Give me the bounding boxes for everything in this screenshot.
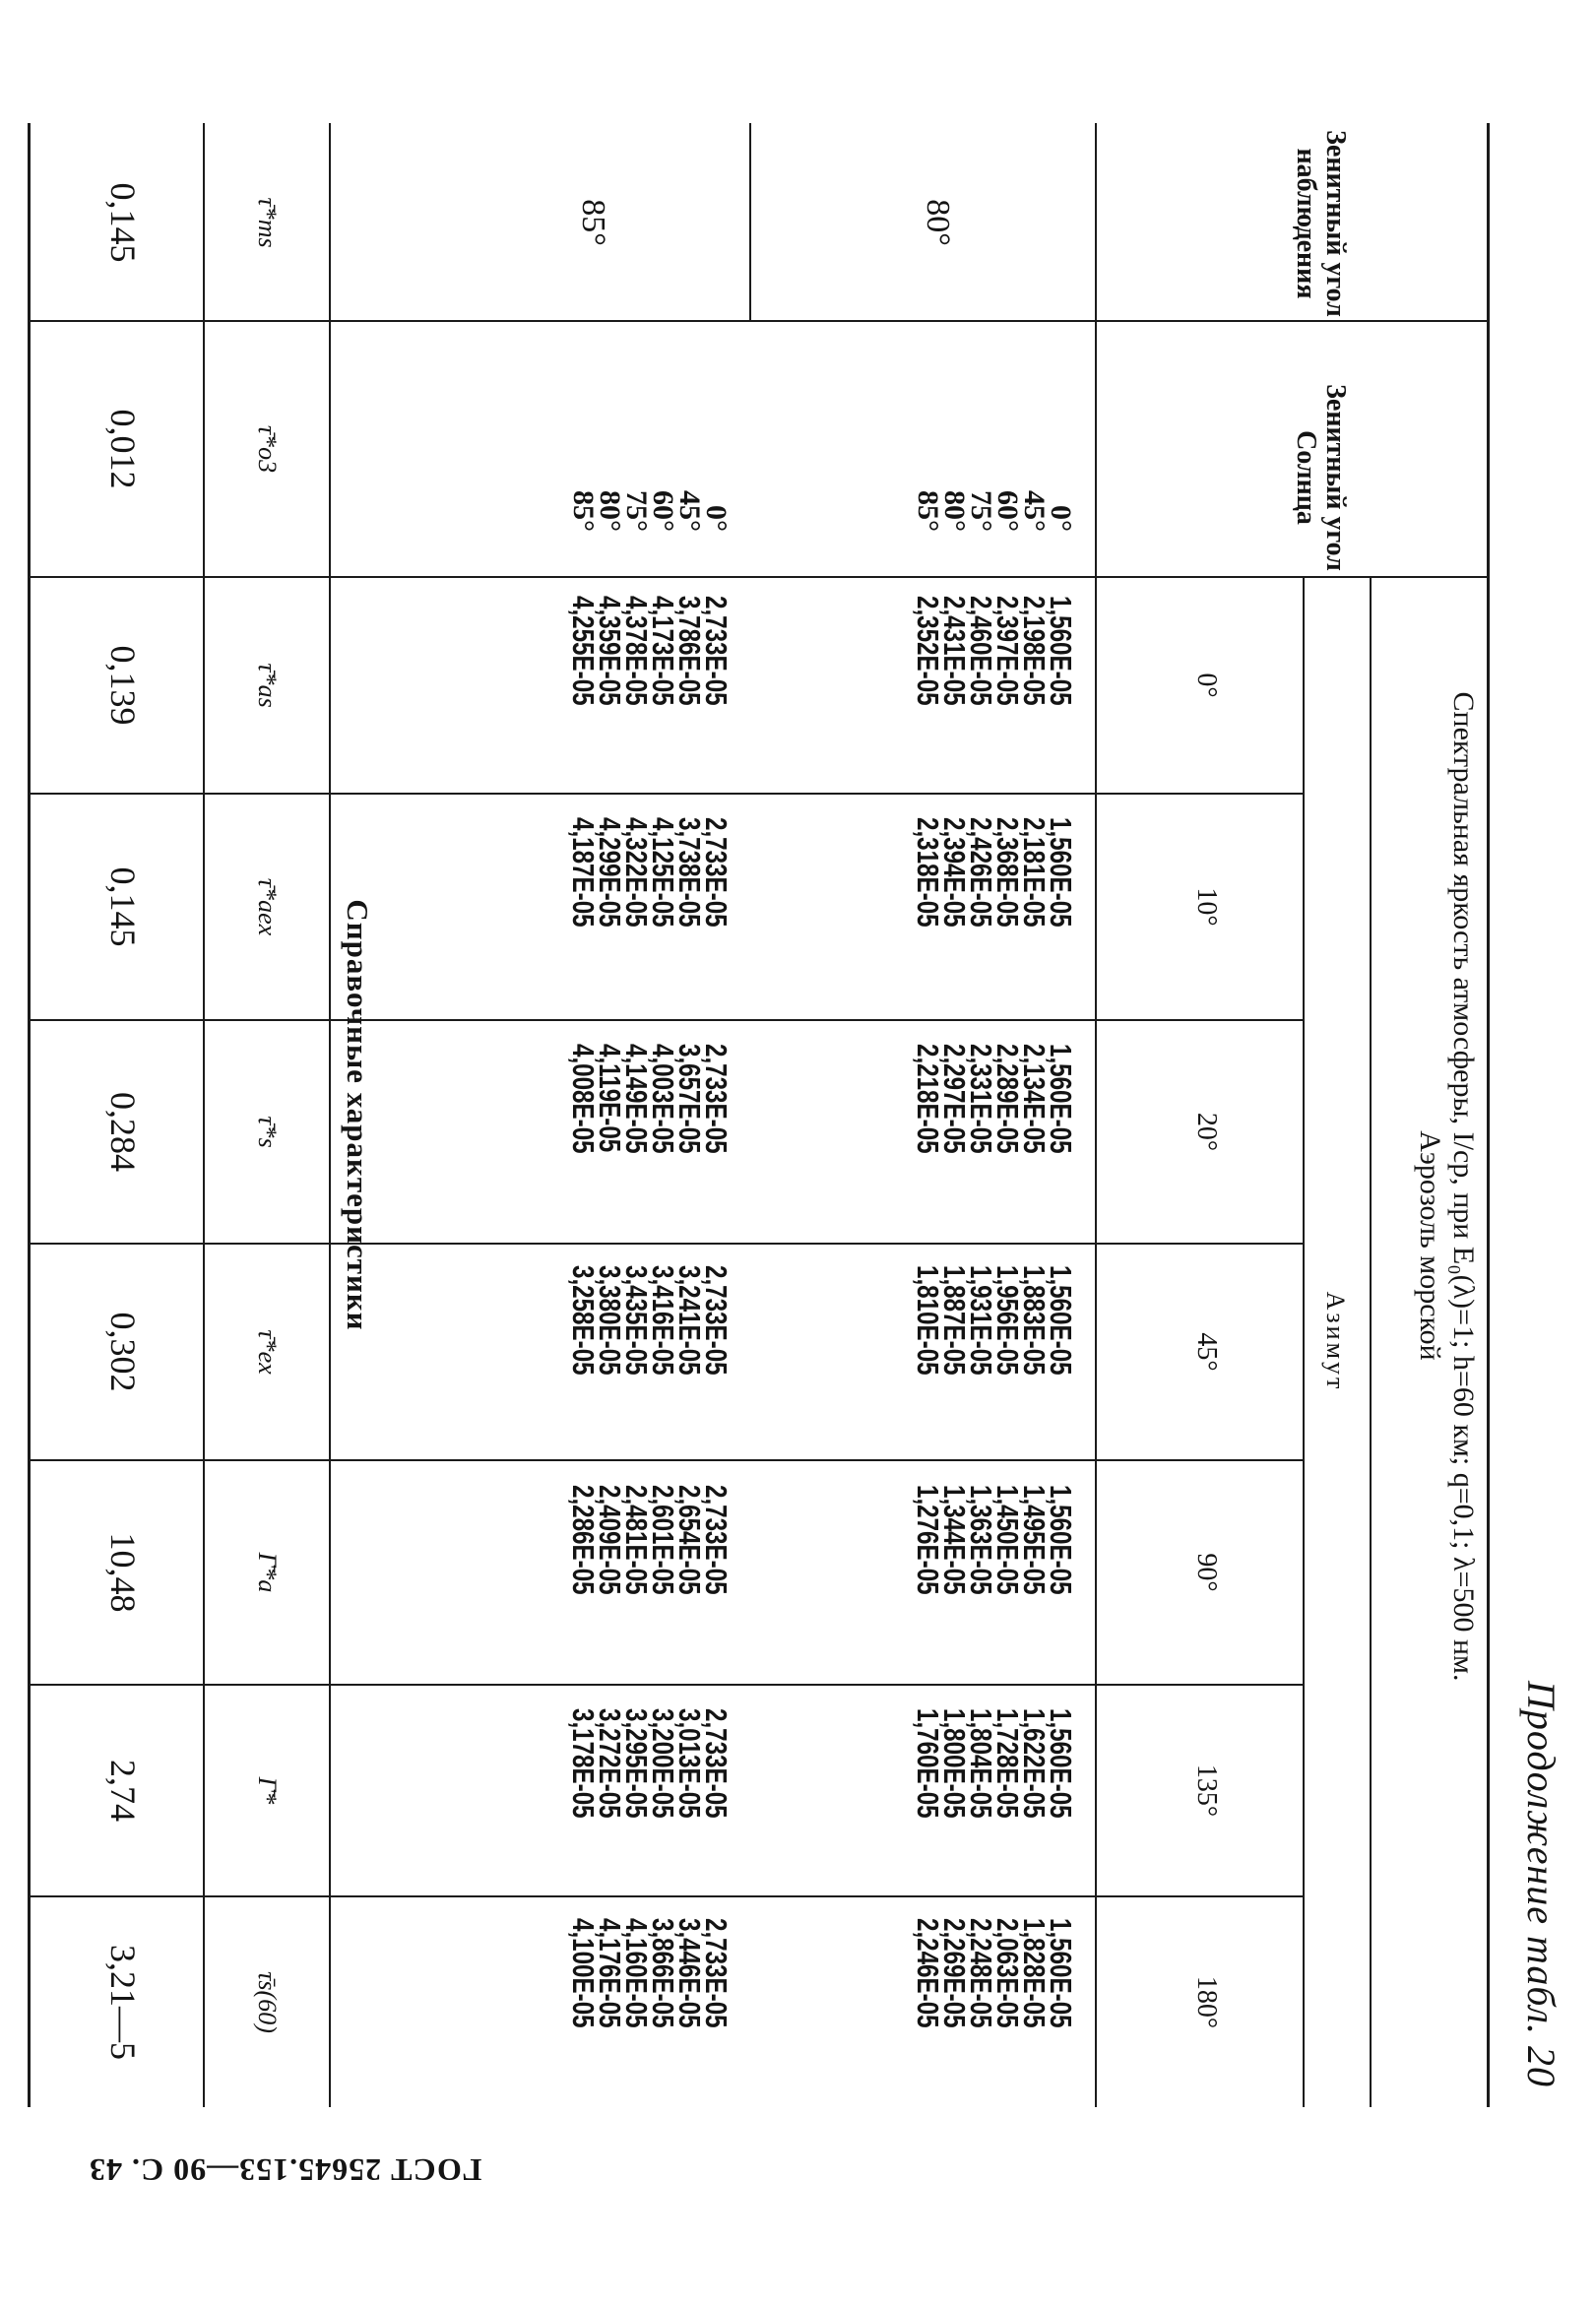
data-col-85-az0: 2,733E-05 3,786E-05 4,173E-05 4,378E-05 4,359E-05 4,255E-05 [566, 596, 734, 706]
reference-header-bottom-border [203, 123, 205, 2107]
data-col-80-az90: 1,560E-05 1,495E-05 1,450E-05 1,363E-05 1,344E-05 1,276E-05 [911, 1485, 1078, 1595]
caption-bottom-line [1370, 576, 1372, 2107]
table-caption [1413, 300, 1480, 2073]
observation-85: 85° [575, 199, 611, 246]
data-col-85-az45: 2,733E-05 3,241E-05 3,416E-05 3,435E-05 3,380E-05 3,258E-05 [566, 1265, 734, 1376]
azimuth-90: 90° [1191, 1553, 1222, 1592]
ref-value-ms: 0,145 [103, 182, 143, 263]
data-col-80-az180: 1,560E-05 1,828E-05 2,063E-05 2,248E-05 2,269E-05 2,246E-05 [911, 1918, 1078, 2028]
data-col-85-az90: 2,733E-05 2,654E-05 2,601E-05 2,481E-05 2,409E-05 2,286E-05 [566, 1485, 734, 1595]
data-col-80-az45: 1,560E-05 1,883E-05 1,956E-05 1,931E-05 1,887E-05 1,810E-05 [911, 1265, 1078, 1376]
ref-value-o3: 0,012 [103, 409, 143, 489]
data-col-85-az10: 2,733E-05 3,738E-05 4,125E-05 4,322E-05 4,299E-05 4,187E-05 [566, 817, 734, 928]
table-top-border [1487, 123, 1490, 2107]
header-observation-angle: Зенитный угол наблюдения [1291, 130, 1351, 317]
caption-line2: Аэрозоль морской [1414, 1130, 1446, 1361]
data-col-80-az135: 1,560E-05 1,622E-05 1,728E-05 1,804E-05 1,800E-05 1,760E-05 [911, 1708, 1078, 1819]
ref-value-s60: 3,21—5 [103, 1945, 143, 2060]
col-line-4 [28, 1019, 1305, 1021]
ref-header-gamma-a: Γ̄*a [253, 1552, 282, 1593]
sun-angles-85: 0° 45° 60° 75° 80° 85° [567, 490, 733, 532]
col-line-2 [28, 576, 1490, 578]
ref-header-s: τ̄*s [253, 1116, 282, 1148]
col-line-5 [28, 1243, 1305, 1245]
col-line-8 [28, 1895, 1305, 1897]
header-azimuth: Азимут [1321, 1291, 1350, 1392]
col-line-7 [28, 1684, 1305, 1686]
table-header-bottom-border [1095, 123, 1097, 2107]
ref-value-as: 0,139 [103, 645, 143, 726]
azimuth-180: 180° [1191, 1975, 1222, 2029]
azimuth-10: 10° [1191, 887, 1222, 927]
ref-header-s60: τ̄s(60) [253, 1971, 282, 2033]
header-sun-angle: Зенитный угол Солнца [1291, 384, 1351, 571]
ref-header-ex: τ̄*ex [253, 1329, 282, 1375]
group-divider [749, 123, 751, 320]
data-col-80-az10: 1,560E-05 2,181E-05 2,368E-05 2,426E-05 2,394E-05 2,318E-05 [911, 817, 1078, 928]
col-line-1 [28, 320, 1490, 322]
ref-value-aex: 0,145 [103, 866, 143, 947]
ref-header-aex: τ̄*aex [253, 877, 282, 936]
caption-line1: Спектральная яркость атмосферы, I/ср, при E₀(λ)=1; h=60 км; q=0,1; λ=500 нм. [1447, 691, 1480, 1682]
observation-80: 80° [920, 199, 956, 246]
ref-value-gamma: 2,74 [103, 1760, 143, 1822]
ref-header-gamma: Γ̄* [253, 1776, 282, 1805]
ref-header-o3: τ̄*o3 [253, 424, 282, 474]
data-col-85-az135: 2,733E-05 3,013E-05 3,200E-05 3,295E-05 3,272E-05 3,178E-05 [566, 1708, 734, 1819]
data-col-85-az180: 2,733E-05 3,446E-05 3,866E-05 4,160E-05 4,176E-05 4,100E-05 [566, 1918, 734, 2028]
table-body-bottom-border [329, 123, 331, 2107]
azimuth-0: 0° [1191, 673, 1222, 698]
ref-header-as: τ̄*as [253, 663, 282, 708]
azimuth-135: 135° [1191, 1763, 1222, 1818]
col-line-6 [28, 1459, 1305, 1461]
page-footer: ГОСТ 25645.153—90 С. 43 [89, 2152, 482, 2188]
data-col-80-az0: 1,560E-05 2,198E-05 2,397E-05 2,460E-05 2,431E-05 2,352E-05 [911, 596, 1078, 706]
reference-title: Справочные характеристики [341, 899, 375, 1331]
data-col-85-az20: 2,733E-05 3,657E-05 4,003E-05 4,149E-05 4,119E-05 4,008E-05 [566, 1044, 734, 1154]
azimuth-45: 45° [1191, 1332, 1222, 1372]
col-line-3 [28, 793, 1305, 795]
table-bottom-border [28, 123, 31, 2107]
azimuth-bottom-line [1303, 576, 1305, 2107]
ref-value-ex: 0,302 [103, 1312, 143, 1392]
continuation-label: Продолжение табл. 20 [1519, 1680, 1564, 2087]
ref-header-ms: τ̄*ms [253, 197, 282, 248]
sun-angles-80: 0° 45° 60° 75° 80° 85° [912, 490, 1077, 532]
azimuth-20: 20° [1191, 1112, 1222, 1152]
data-col-80-az20: 1,560E-05 2,134E-05 2,289E-05 2,331E-05 2,297E-05 2,218E-05 [911, 1044, 1078, 1154]
ref-value-s: 0,284 [103, 1092, 143, 1172]
ref-value-gamma-a: 10,48 [103, 1532, 143, 1613]
